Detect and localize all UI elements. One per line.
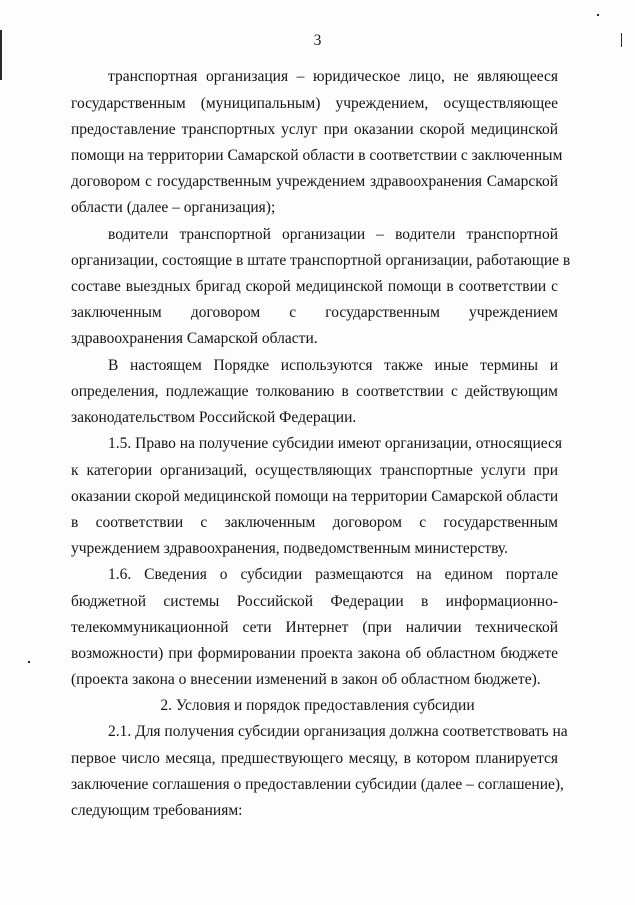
scan-speck — [597, 14, 599, 16]
paragraph-line: заключенным договором с государственным учреждением — [71, 304, 558, 321]
scan-speck — [28, 661, 30, 663]
paragraph-line: к категории организаций, осуществляющих транспортные услуги при — [71, 462, 558, 479]
paragraph-line: предоставление транспортных услуг при оказании скорой медицинской — [71, 121, 558, 138]
paragraph-line: организации, состоящие в штате транспортной организации, работающие в — [71, 252, 571, 269]
paragraph-line: 1.6. Сведения о субсидии размещаются на едином портале — [108, 566, 558, 583]
paragraph-line: первое число месяца, предшествующего месяцу, в котором планируется — [71, 750, 558, 767]
page-number: 3 — [313, 32, 322, 49]
paragraph-line: учреждением здравоохранения, подведомственным министерству. — [71, 540, 508, 557]
paragraph-line: оказании скорой медицинской помощи на территории Самарской области — [71, 488, 559, 505]
paragraph-line: договором с государственным учреждением здравоохранения Самарской — [71, 173, 558, 190]
paragraph-line: 1.5. Право на получение субсидии имеют организации, относящиеся — [108, 435, 563, 452]
paragraph-line: составе выездных бригад скорой медицинской помощи в соответствии с — [71, 278, 558, 295]
paragraph-line: определения, подлежащие толкованию в соответствии с действующим — [71, 383, 558, 400]
paragraph-line: 2.1. Для получения субсидии организация должна соответствовать на — [108, 723, 568, 740]
paragraph-line: области (далее – организация); — [71, 199, 276, 216]
paragraph-line: бюджетной системы Российской Федерации в информационно- — [71, 593, 558, 610]
paragraph-line: государственным (муниципальным) учреждением, осуществляющее — [71, 95, 558, 112]
paragraph-line: (проекта закона о внесении изменений в закон об областном бюджете). — [71, 671, 541, 688]
paragraph-line: здравоохранения Самарской области. — [71, 330, 318, 347]
paragraph-line: следующим требованиям: — [71, 802, 243, 819]
paragraph-line: телекоммуникационной сети Интернет (при наличии технической — [71, 619, 558, 636]
paragraph-line: водители транспортной организации – водители транспортной — [108, 226, 558, 243]
paragraph-line: в соответствии с заключенным договором с государственным — [71, 514, 558, 531]
paragraph-line: законодательством Российской Федерации. — [71, 409, 357, 426]
paragraph-line: заключение соглашения о предоставлении субсидии (далее – соглашение), — [71, 776, 564, 793]
section-heading: 2. Условия и порядок предоставления субсидии — [160, 697, 475, 714]
paragraph-line: помощи на территории Самарской области в соответствии с заключенным — [71, 147, 563, 164]
paragraph-line: В настоящем Порядке используются также иные термины и — [108, 357, 558, 374]
paragraph-line: транспортная организация – юридическое лицо, не являющееся — [108, 68, 558, 85]
paragraph-line: возможности) при формировании проекта закона об областном бюджете — [71, 645, 558, 662]
